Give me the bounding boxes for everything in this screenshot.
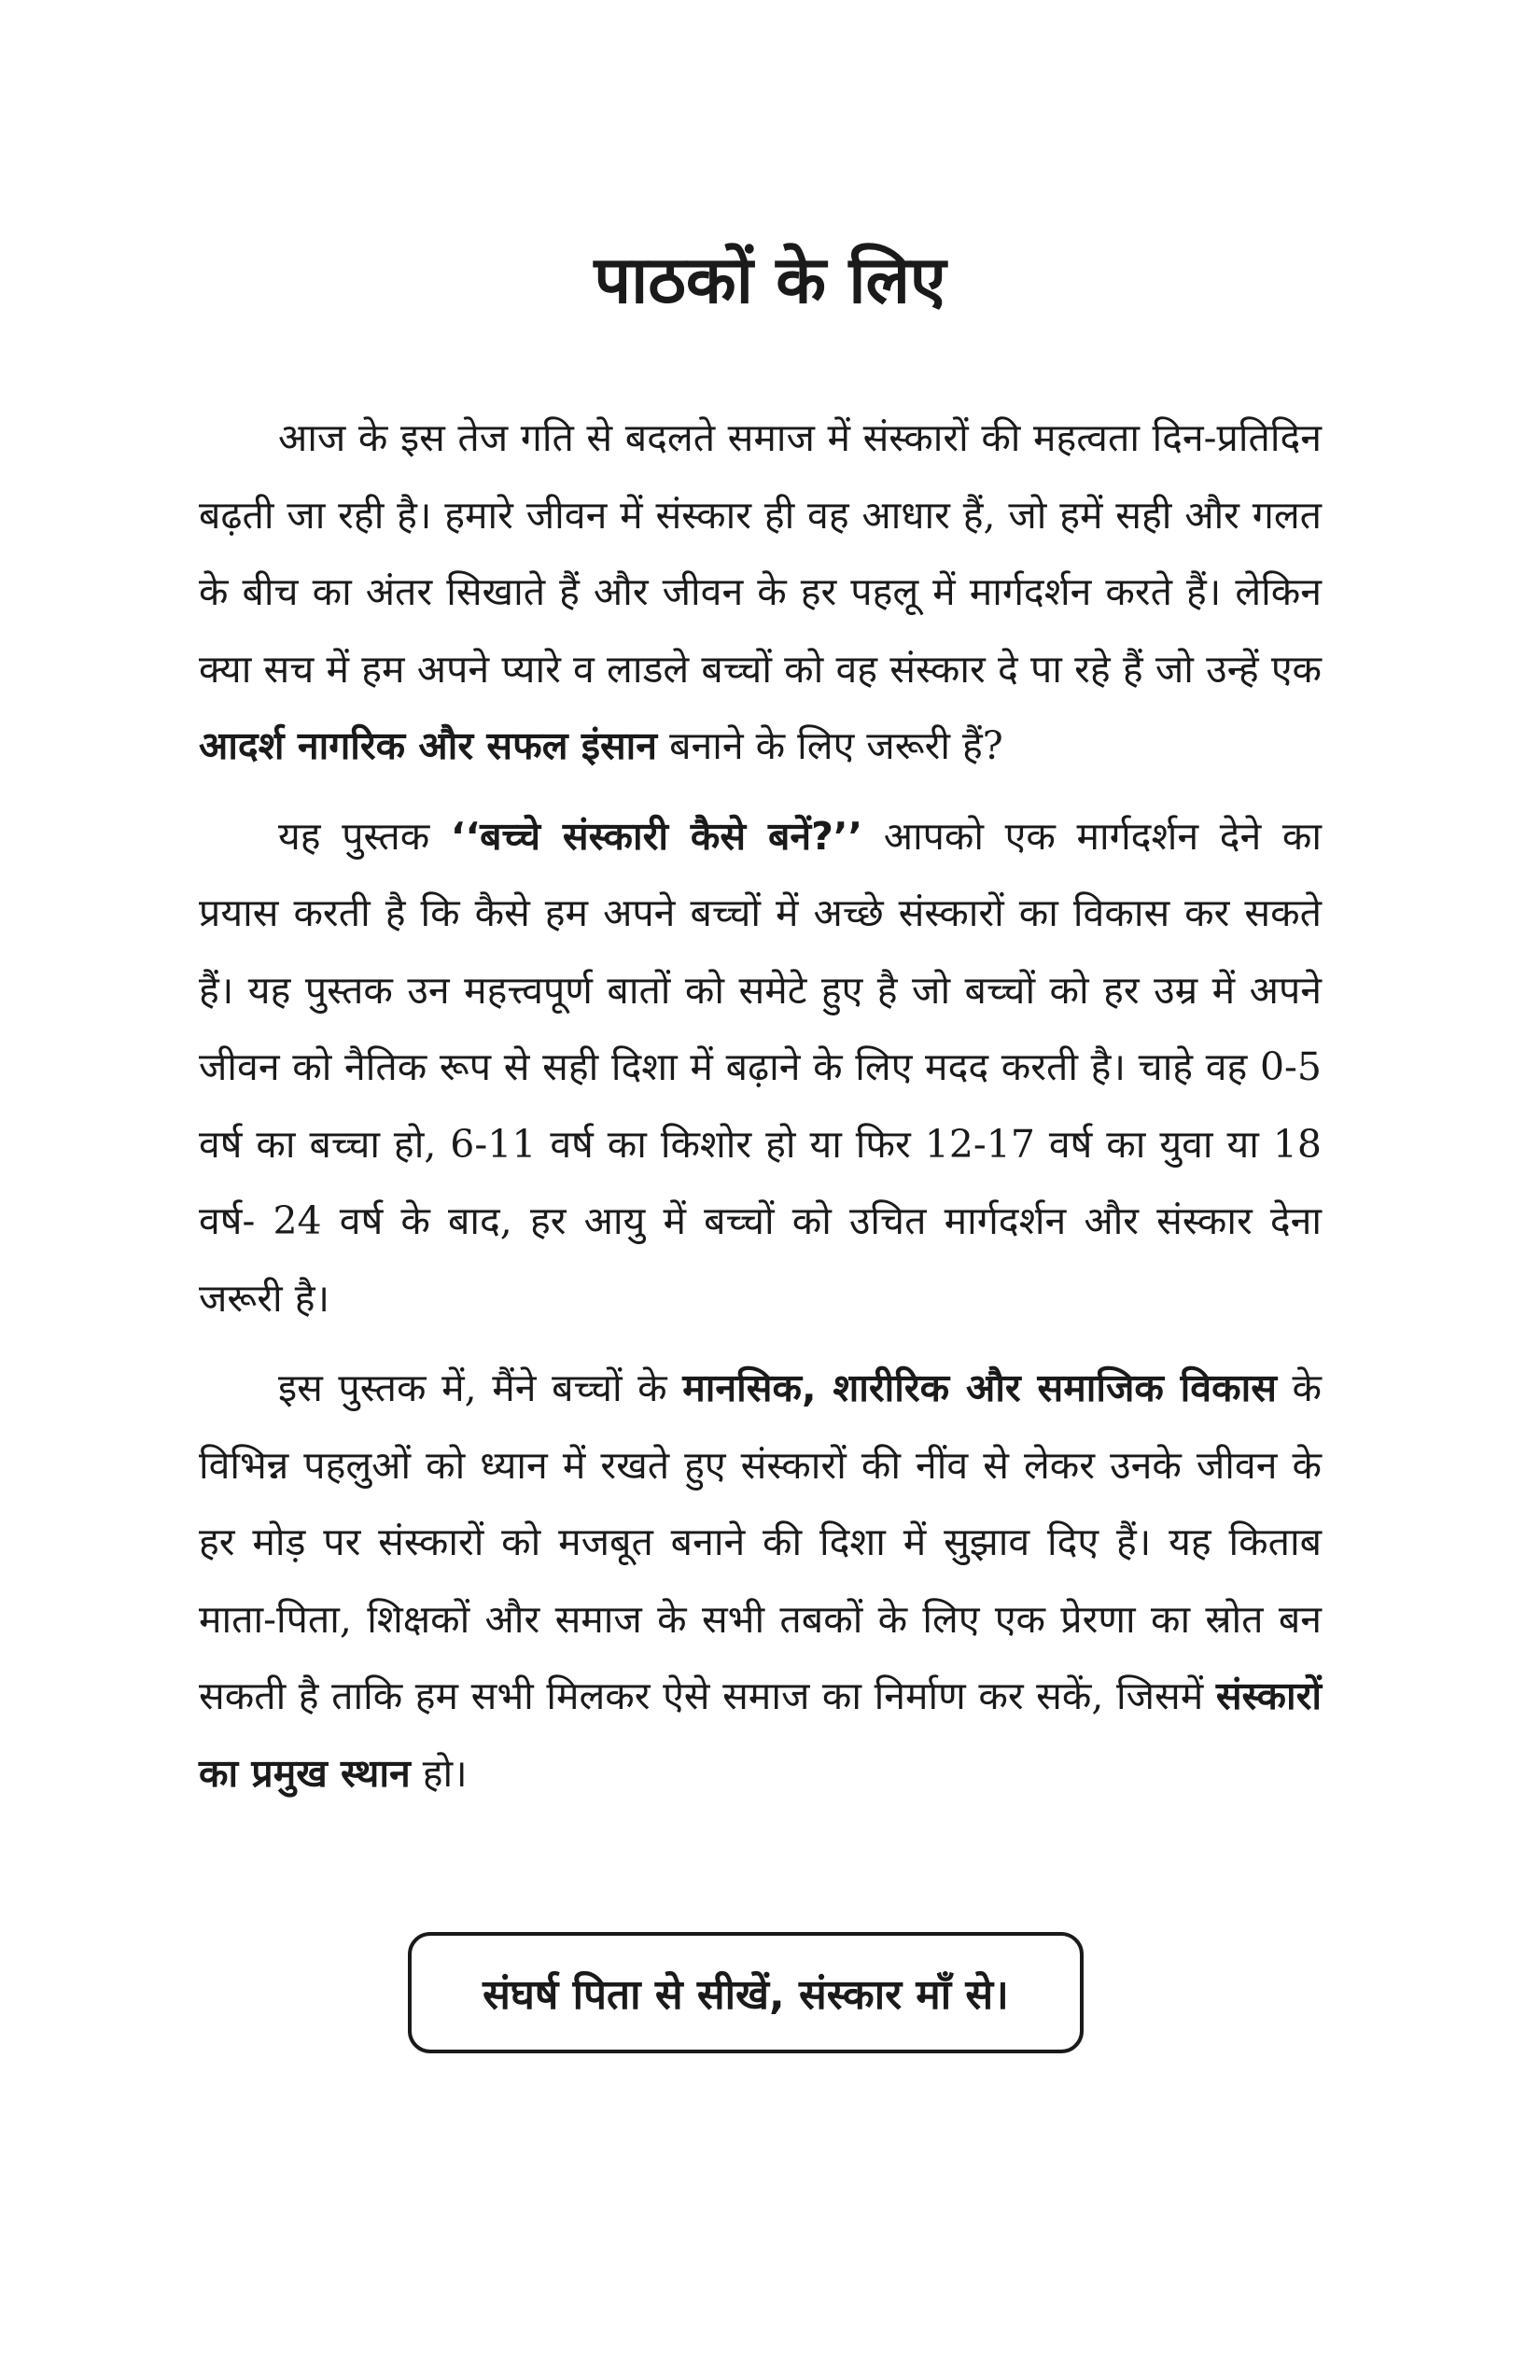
paragraph-2-book-title: ‘‘बच्चे संस्कारी कैसे बनें?’’: [450, 813, 863, 859]
paragraph-3-text-a: इस पुस्तक में, मैंने बच्चों के: [278, 1365, 683, 1410]
paragraph-3-emphasis-2: संस्कारों का प्रमुख स्थान: [199, 1673, 1322, 1796]
paragraph-1-text-a: आज के इस तेज गति से बदलते समाज में संस्कारों की महत्वता दिन-प्रतिदिन बढ़ती जा रही है। हमारे जीवन में संस्कार ही वह आधार हैं, जो हमें सही और गलत के बीच का अंतर सिखाते हैं और जीवन के हर पहलू में मार्गदर्शन करते हैं। लेकिन क्या सच में हम अपने प्यारे व लाडले बच्चों को वह संस्कार दे पा रहे हैं जो उन्हें एक: [199, 415, 1322, 692]
quote-box: [408, 1932, 1084, 2053]
paragraph-2-text-a: यह पुस्तक: [278, 813, 451, 859]
page-title: पाठकों के लिए: [594, 242, 946, 318]
body-text: [199, 399, 1322, 1825]
paragraph-3-text-e: हो।: [410, 1750, 468, 1796]
paragraph-2-text-c: आपको एक मार्गदर्शन देने का प्रयास करती है कि कैसे हम अपने बच्चों में अच्छे संस्कारों का विकास कर सकते हैं। यह पुस्तक उन महत्त्वपूर्ण बातों को समेटे हुए है जो बच्चों को हर उम्र में अपने जीवन को नैतिक रूप से सही दिशा में बढ़ाने के लिए मदद करती है। चाहे वह 0-5 वर्ष का बच्चा हो, 6-11 वर्ष का किशोर हो या फिर 12-17 वर्ष का युवा या 18 वर्ष- 24 वर्ष के बाद, हर आयु में बच्चों को उचित मार्गदर्शन और संस्कार देना जरूरी है।: [199, 813, 1322, 1321]
paragraph-1: [199, 399, 1322, 785]
paragraph-3-text-c: के विभिन्न पहलुओं को ध्यान में रखते हुए संस्कारों की नींव से लेकर उनके जीवन के हर मोड़ पर संस्कारों को मजबूत बनाने की दिशा में सुझाव दिए हैं। यह किताब माता-पिता, शिक्षकों और समाज के सभी तबकों के लिए एक प्रेरणा का स्रोत बन सकती है ताकि हम सभी मिलकर ऐसे समाज का निर्माण कर सकें, जिसमें: [199, 1365, 1322, 1718]
paragraph-3-emphasis-1: मानसिक, शारीरिक और समाजिक विकास: [682, 1365, 1277, 1410]
paragraph-1-emphasis: आदर्श नागरिक और सफल इंसान: [199, 723, 658, 768]
paragraph-3: [199, 1350, 1322, 1812]
quote-text: संघर्ष पिता से सीखें, संस्कार माँ से।: [483, 1971, 1009, 2019]
paragraph-1-text-c: बनाने के लिए जरूरी हैं?: [657, 723, 1003, 768]
paragraph-2: [199, 798, 1322, 1337]
